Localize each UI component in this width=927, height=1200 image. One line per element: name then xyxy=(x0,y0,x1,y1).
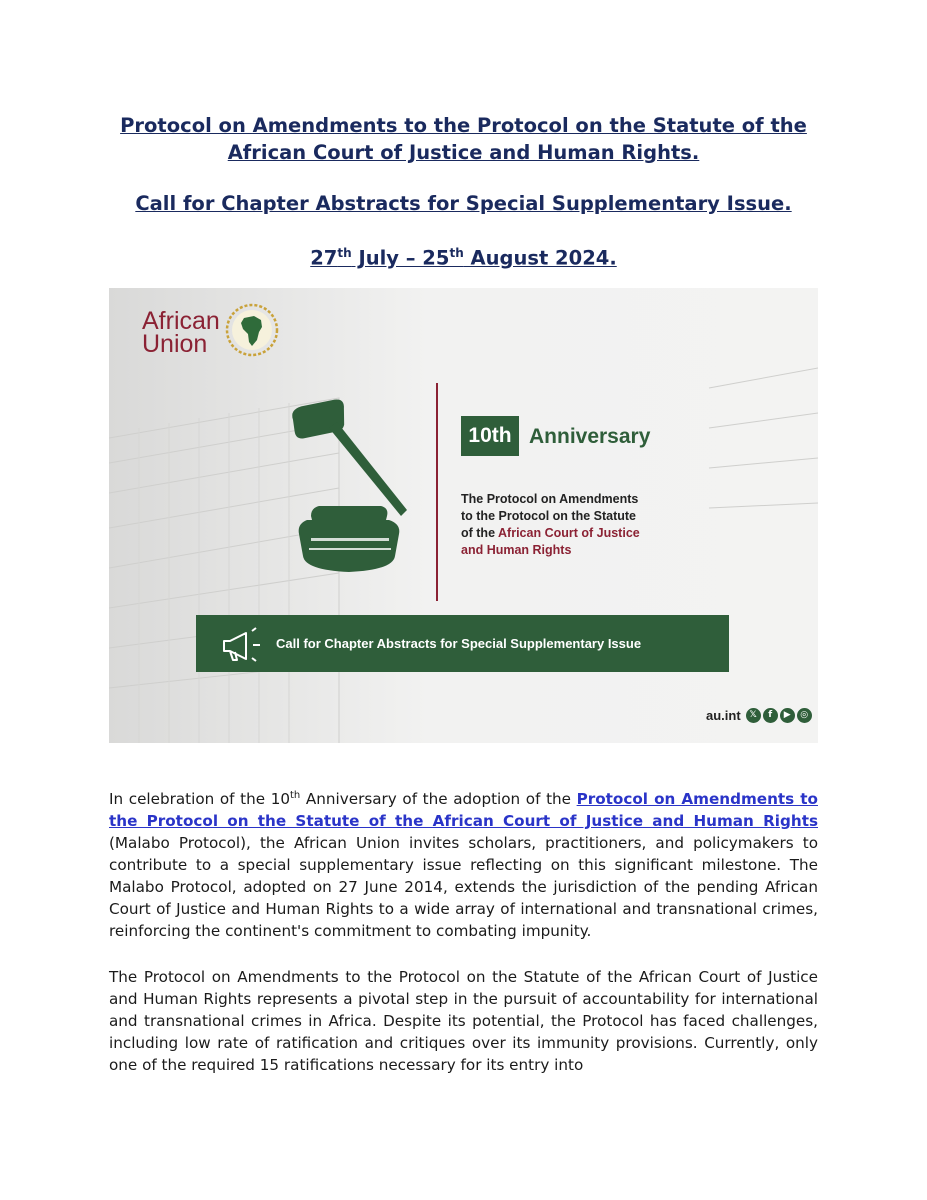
call-for-abstracts-text: Call for Chapter Abstracts for Special Supplementary Issue xyxy=(276,636,642,651)
african-union-logo-text: African Union xyxy=(142,307,220,358)
call-text: Call for Chapter Abstracts for Special Supplementary Issue. xyxy=(135,192,792,215)
intro-paragraph: In celebration of the 10th Anniversary of the adoption of the Protocol on Amendments to the Protocol on the Statute of the African Court of Justice and Human Rights (Malabo Protocol), the African Union invites scholars, practitioners, and policymakers to contribute to a special supplementary issue reflecting on this significant milestone. The Malabo Protocol, adopted on 27 June 2014, extends the jurisdiction of the pending African Court of Justice and Human Rights to a wide array of international and transnational crimes, reinforcing the continent's commitment to combating impunity. xyxy=(109,789,818,940)
facebook-icon: f xyxy=(763,708,778,723)
banner-protocol-text: The Protocol on Amendments to the Protocol on the Statute of the African Court of Justice and Human Rights xyxy=(461,492,640,557)
african-union-emblem-icon xyxy=(224,302,280,358)
banner-divider xyxy=(436,383,438,601)
youtube-icon: ▶ xyxy=(780,708,795,723)
title-text: Protocol on Amendments to the Protocol on the Statute of the African Court of Justice and Human Rights. xyxy=(120,114,807,164)
anniversary-number-badge: 10th xyxy=(461,416,519,456)
x-icon: 𝕏 xyxy=(746,708,761,723)
date-text: 27th July – 25th August 2024. xyxy=(310,246,617,270)
date-heading xyxy=(0,240,927,272)
instagram-icon: ◎ xyxy=(797,708,812,723)
anniversary-label: Anniversary xyxy=(529,425,651,448)
megaphone-icon xyxy=(218,625,264,663)
social-links xyxy=(706,706,812,724)
call-for-abstracts-bar xyxy=(196,615,729,672)
anniversary-banner xyxy=(109,288,818,743)
document-title xyxy=(0,112,927,166)
gavel-illustration xyxy=(289,398,419,583)
second-paragraph: The Protocol on Amendments to the Protocol on the Statute of the African Court of Justice and Human Rights represents a pivotal step in the pursuit of accountability for international and transnational crimes in Africa. Despite its potential, the Protocol has faced challenges, including low rate of ratification and critiques over its immunity provisions. Currently, only one of the required 15 ratifications necessary for its entry into xyxy=(109,968,818,1074)
site-url: au.int xyxy=(706,707,741,723)
protocol-link[interactable]: Protocol on Amendments to the Protocol on the Statute of the African Court of Justice and Human Rights xyxy=(109,790,818,830)
call-heading xyxy=(0,190,927,217)
